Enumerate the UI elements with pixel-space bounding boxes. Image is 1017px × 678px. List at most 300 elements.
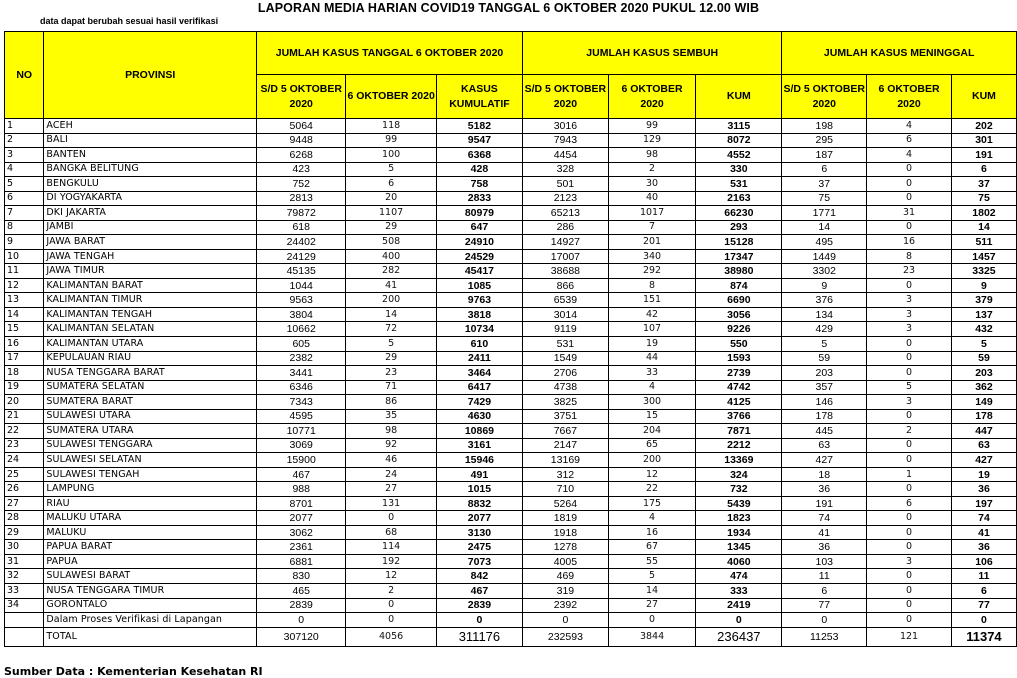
cell-kasus-kumulatif: 1015 [436,482,522,497]
cell-kasus-6okt: 400 [346,249,436,264]
cell-no: 34 [5,598,44,613]
cell-kasus-kumulatif: 428 [436,162,522,177]
cell-meninggal-kum: 63 [951,438,1016,453]
cell-sembuh-6okt: 204 [608,424,696,439]
cell-kasus-sd5: 6881 [256,554,345,569]
cell-sembuh-kum: 13369 [696,453,782,468]
cell-sembuh-6okt: 4 [608,380,696,395]
cell-kasus-6okt: 282 [346,264,436,279]
cell-no: 30 [5,540,44,555]
cell-kasus-kumulatif: 7073 [436,554,522,569]
cell-meninggal-sd5: 0 [782,613,867,628]
cell-kasus-sd5: 15900 [256,453,345,468]
cell-meninggal-sd5: 357 [782,380,867,395]
cell-no: 18 [5,366,44,381]
header-provinsi: PROVINSI [44,32,257,119]
cell-no: 6 [5,191,44,206]
cell-kasus-sd5: 3062 [256,525,345,540]
cell-meninggal-sd5: 59 [782,351,867,366]
cell-no: 27 [5,496,44,511]
cell-meninggal-sd5: 103 [782,554,867,569]
table-row [5,220,1017,235]
cell-kasus-6okt: 98 [346,424,436,439]
cell-meninggal-6okt: 3 [867,395,952,410]
cell-kasus-kumulatif: 1085 [436,278,522,293]
cell-meninggal-6okt: 31 [867,206,952,221]
cell-kasus-6okt: 0 [346,598,436,613]
cell-kasus-kumulatif: 4630 [436,409,522,424]
cell-sembuh-sd5: 4454 [523,148,609,163]
cell-meninggal-sd5: 41 [782,525,867,540]
cell-meninggal-kum: 149 [951,395,1016,410]
total-cell-kasus-kumulatif: 311176 [436,627,522,646]
cell-meninggal-6okt: 0 [867,453,952,468]
cell-sembuh-kum: 2739 [696,366,782,381]
cell-sembuh-6okt: 0 [608,613,696,628]
cell-kasus-6okt: 200 [346,293,436,308]
cell-kasus-kumulatif: 2833 [436,191,522,206]
cell-no: 13 [5,293,44,308]
total-cell-meninggal-6okt: 121 [867,627,952,646]
cell-no: 8 [5,220,44,235]
cell-sembuh-sd5: 3016 [523,119,609,134]
cell-sembuh-kum: 293 [696,220,782,235]
header-meninggal-kum: KUM [951,75,1016,119]
cell-kasus-6okt: 0 [346,511,436,526]
cell-provinsi: PAPUA [44,554,257,569]
cell-kasus-6okt: 6 [346,177,436,192]
cell-sembuh-6okt: 33 [608,366,696,381]
cell-sembuh-kum: 874 [696,278,782,293]
cell-sembuh-6okt: 98 [608,148,696,163]
cell-sembuh-kum: 15128 [696,235,782,250]
table-row [5,380,1017,395]
cell-kasus-6okt: 71 [346,380,436,395]
cell-kasus-kumulatif: 3464 [436,366,522,381]
table-row [5,554,1017,569]
table-row [5,424,1017,439]
cell-no: 5 [5,177,44,192]
cell-sembuh-sd5: 6539 [523,293,609,308]
cell-provinsi: JAWA BARAT [44,235,257,250]
cell-meninggal-6okt: 0 [867,482,952,497]
cell-sembuh-6okt: 300 [608,395,696,410]
cell-meninggal-kum: 59 [951,351,1016,366]
cell-kasus-kumulatif: 24910 [436,235,522,250]
cell-provinsi: NUSA TENGGARA TIMUR [44,584,257,599]
cell-sembuh-sd5: 1278 [523,540,609,555]
cell-meninggal-kum: 1457 [951,249,1016,264]
cell-kasus-kumulatif: 491 [436,467,522,482]
cell-kasus-6okt: 24 [346,467,436,482]
cell-meninggal-kum: 6 [951,162,1016,177]
cell-kasus-kumulatif: 5182 [436,119,522,134]
cell-sembuh-sd5: 531 [523,336,609,351]
cell-sembuh-kum: 2212 [696,438,782,453]
cell-kasus-sd5: 0 [256,613,345,628]
cell-sembuh-kum: 9226 [696,322,782,337]
cell-meninggal-6okt: 5 [867,380,952,395]
cell-kasus-6okt: 20 [346,191,436,206]
table-row [5,482,1017,497]
table-row [5,177,1017,192]
cell-kasus-sd5: 7343 [256,395,345,410]
cell-sembuh-6okt: 65 [608,438,696,453]
table-row [5,322,1017,337]
cell-no: 17 [5,351,44,366]
cell-kasus-6okt: 508 [346,235,436,250]
report-title: LAPORAN MEDIA HARIAN COVID19 TANGGAL 6 OKTOBER 2020 PUKUL 12.00 WIB [257,1,760,15]
cell-sembuh-sd5: 1549 [523,351,609,366]
cell-sembuh-sd5: 9119 [523,322,609,337]
cell-kasus-sd5: 423 [256,162,345,177]
cell-kasus-6okt: 41 [346,278,436,293]
cell-meninggal-kum: 203 [951,366,1016,381]
cell-sembuh-6okt: 7 [608,220,696,235]
cell-no: 7 [5,206,44,221]
cell-no: 10 [5,249,44,264]
cell-no: 24 [5,453,44,468]
table-row [5,336,1017,351]
cell-sembuh-kum: 4552 [696,148,782,163]
table-row [5,206,1017,221]
cell-meninggal-sd5: 63 [782,438,867,453]
cell-sembuh-kum: 66230 [696,206,782,221]
cell-sembuh-sd5: 2706 [523,366,609,381]
cell-sembuh-kum: 1345 [696,540,782,555]
cell-sembuh-sd5: 319 [523,584,609,599]
header-meninggal-sd5: S/D 5 OKTOBER 2020 [782,75,867,119]
cell-kasus-6okt: 12 [346,569,436,584]
cell-meninggal-sd5: 77 [782,598,867,613]
cell-kasus-kumulatif: 10734 [436,322,522,337]
total-cell-sembuh-kum: 236437 [696,627,782,646]
cell-provinsi: JAMBI [44,220,257,235]
cell-meninggal-kum: 362 [951,380,1016,395]
cell-kasus-6okt: 29 [346,220,436,235]
table-row [5,409,1017,424]
cell-kasus-sd5: 2077 [256,511,345,526]
cell-provinsi: KALIMANTAN SELATAN [44,322,257,337]
cell-provinsi: LAMPUNG [44,482,257,497]
cell-no: 33 [5,584,44,599]
cell-kasus-kumulatif: 8832 [436,496,522,511]
cell-meninggal-sd5: 6 [782,162,867,177]
table-row [5,162,1017,177]
cell-meninggal-kum: 77 [951,598,1016,613]
table-row [5,119,1017,134]
cell-sembuh-kum: 17347 [696,249,782,264]
cell-sembuh-6okt: 14 [608,584,696,599]
cell-kasus-6okt: 131 [346,496,436,511]
cell-kasus-6okt: 192 [346,554,436,569]
cell-meninggal-sd5: 37 [782,177,867,192]
cell-sembuh-sd5: 0 [523,613,609,628]
cell-meninggal-6okt: 2 [867,424,952,439]
cell-kasus-sd5: 467 [256,467,345,482]
cell-sembuh-sd5: 312 [523,467,609,482]
cell-no: 25 [5,467,44,482]
cell-provinsi: DKI JAKARTA [44,206,257,221]
cell-sembuh-6okt: 30 [608,177,696,192]
table-row [5,249,1017,264]
cell-meninggal-6okt: 0 [867,525,952,540]
cell-kasus-sd5: 2813 [256,191,345,206]
cell-meninggal-6okt: 6 [867,133,952,148]
table-row [5,293,1017,308]
cell-no: 4 [5,162,44,177]
cell-meninggal-kum: 432 [951,322,1016,337]
cell-meninggal-6okt: 0 [867,613,952,628]
table-row [5,438,1017,453]
cell-kasus-kumulatif: 10869 [436,424,522,439]
cell-meninggal-kum: 427 [951,453,1016,468]
cell-meninggal-sd5: 146 [782,395,867,410]
cell-kasus-6okt: 14 [346,307,436,322]
cell-provinsi: RIAU [44,496,257,511]
cell-provinsi: SULAWESI SELATAN [44,453,257,468]
cell-provinsi: DI YOGYAKARTA [44,191,257,206]
cell-sembuh-kum: 531 [696,177,782,192]
cell-meninggal-kum: 37 [951,177,1016,192]
cell-sembuh-kum: 6690 [696,293,782,308]
cell-provinsi: SULAWESI BARAT [44,569,257,584]
cell-kasus-sd5: 10662 [256,322,345,337]
cell-kasus-sd5: 618 [256,220,345,235]
cell-meninggal-sd5: 187 [782,148,867,163]
table-row [5,511,1017,526]
table-row [5,264,1017,279]
cell-sembuh-6okt: 2 [608,162,696,177]
table-row [5,133,1017,148]
table-row [5,584,1017,599]
cell-kasus-sd5: 605 [256,336,345,351]
cell-meninggal-sd5: 5 [782,336,867,351]
cell-sembuh-kum: 7871 [696,424,782,439]
cell-meninggal-6okt: 0 [867,220,952,235]
total-cell-sembuh-sd5: 232593 [523,627,609,646]
cell-sembuh-sd5: 710 [523,482,609,497]
cell-meninggal-6okt: 3 [867,322,952,337]
cell-sembuh-sd5: 13169 [523,453,609,468]
cell-kasus-sd5: 2361 [256,540,345,555]
cell-sembuh-sd5: 65213 [523,206,609,221]
cell-meninggal-kum: 379 [951,293,1016,308]
cell-kasus-6okt: 35 [346,409,436,424]
cell-kasus-kumulatif: 2077 [436,511,522,526]
cell-no: 15 [5,322,44,337]
cell-sembuh-6okt: 107 [608,322,696,337]
cell-sembuh-sd5: 14927 [523,235,609,250]
cell-meninggal-6okt: 8 [867,249,952,264]
cell-meninggal-kum: 41 [951,525,1016,540]
cell-kasus-sd5: 8701 [256,496,345,511]
cell-provinsi: SUMATERA UTARA [44,424,257,439]
cell-sembuh-sd5: 501 [523,177,609,192]
cell-sembuh-kum: 5439 [696,496,782,511]
cell-no: 16 [5,336,44,351]
cell-kasus-6okt: 29 [346,351,436,366]
table-row [5,191,1017,206]
cell-sembuh-sd5: 328 [523,162,609,177]
cell-kasus-kumulatif: 6417 [436,380,522,395]
cell-meninggal-kum: 6 [951,584,1016,599]
cell-sembuh-kum: 550 [696,336,782,351]
cell-meninggal-sd5: 36 [782,540,867,555]
cell-meninggal-6okt: 0 [867,584,952,599]
cell-meninggal-sd5: 178 [782,409,867,424]
cell-provinsi: BENGKULU [44,177,257,192]
cell-sembuh-kum: 324 [696,467,782,482]
cell-meninggal-sd5: 445 [782,424,867,439]
cell-meninggal-6okt: 0 [867,409,952,424]
cell-sembuh-sd5: 2392 [523,598,609,613]
cell-meninggal-sd5: 14 [782,220,867,235]
cell-meninggal-kum: 106 [951,554,1016,569]
cell-provinsi: PAPUA BARAT [44,540,257,555]
cell-sembuh-sd5: 286 [523,220,609,235]
cell-kasus-kumulatif: 15946 [436,453,522,468]
cell-meninggal-sd5: 9 [782,278,867,293]
cell-meninggal-sd5: 198 [782,119,867,134]
cell-no: 3 [5,148,44,163]
cell-sembuh-kum: 1934 [696,525,782,540]
cell-provinsi: BALI [44,133,257,148]
cell-sembuh-6okt: 19 [608,336,696,351]
cell-meninggal-kum: 178 [951,409,1016,424]
cell-meninggal-6okt: 0 [867,438,952,453]
cell-kasus-6okt: 68 [346,525,436,540]
cell-kasus-6okt: 72 [346,322,436,337]
cell-kasus-kumulatif: 3130 [436,525,522,540]
cell-kasus-kumulatif: 647 [436,220,522,235]
cell-kasus-sd5: 2839 [256,598,345,613]
cell-kasus-sd5: 1044 [256,278,345,293]
cell-kasus-sd5: 45135 [256,264,345,279]
cell-meninggal-kum: 202 [951,119,1016,134]
cell-meninggal-kum: 14 [951,220,1016,235]
verification-note: data dapat berubah sesuai hasil verifikasi [40,16,219,26]
cell-kasus-kumulatif: 842 [436,569,522,584]
cell-kasus-kumulatif: 24529 [436,249,522,264]
cell-kasus-kumulatif: 2839 [436,598,522,613]
cell-kasus-6okt: 86 [346,395,436,410]
table-row [5,540,1017,555]
cell-kasus-kumulatif: 3161 [436,438,522,453]
cell-meninggal-6okt: 0 [867,511,952,526]
cell-kasus-sd5: 10771 [256,424,345,439]
cell-meninggal-kum: 301 [951,133,1016,148]
cell-sembuh-kum: 3766 [696,409,782,424]
cell-sembuh-kum: 4742 [696,380,782,395]
cell-meninggal-6okt: 0 [867,598,952,613]
cell-kasus-sd5: 2382 [256,351,345,366]
cell-meninggal-6okt: 0 [867,177,952,192]
total-cell-meninggal-sd5: 11253 [782,627,867,646]
cell-meninggal-6okt: 0 [867,351,952,366]
cell-meninggal-6okt: 1 [867,467,952,482]
header-group-meninggal: JUMLAH KASUS MENINGGAL [782,32,1017,75]
cell-no: 20 [5,395,44,410]
cell-sembuh-kum: 4060 [696,554,782,569]
total-cell-kasus-sd5: 307120 [256,627,345,646]
total-cell-kasus-6okt: 4056 [346,627,436,646]
cell-meninggal-sd5: 18 [782,467,867,482]
table-body [5,119,1017,647]
cell-sembuh-6okt: 16 [608,525,696,540]
cell-provinsi: SUMATERA BARAT [44,395,257,410]
cell-meninggal-sd5: 1771 [782,206,867,221]
cell-sembuh-6okt: 67 [608,540,696,555]
cell-sembuh-6okt: 200 [608,453,696,468]
header-sembuh-sd5: S/D 5 OKTOBER 2020 [523,75,609,119]
cell-kasus-6okt: 0 [346,613,436,628]
table-row [5,467,1017,482]
cell-kasus-kumulatif: 758 [436,177,522,192]
cell-provinsi: JAWA TENGAH [44,249,257,264]
cell-sembuh-sd5: 5264 [523,496,609,511]
cell-sembuh-sd5: 1819 [523,511,609,526]
covid-data-table [4,31,1017,647]
cell-meninggal-sd5: 376 [782,293,867,308]
cell-kasus-kumulatif: 80979 [436,206,522,221]
cell-sembuh-sd5: 469 [523,569,609,584]
data-source: Sumber Data : Kementerian Kesehatan RI [4,665,263,678]
table-row [5,525,1017,540]
cell-kasus-sd5: 988 [256,482,345,497]
cell-meninggal-sd5: 495 [782,235,867,250]
cell-sembuh-sd5: 17007 [523,249,609,264]
cell-kasus-6okt: 2 [346,584,436,599]
cell-provinsi: JAWA TIMUR [44,264,257,279]
cell-no: 1 [5,119,44,134]
cell-provinsi: ACEH [44,119,257,134]
cell-provinsi: KEPULAUAN RIAU [44,351,257,366]
cell-provinsi: MALUKU UTARA [44,511,257,526]
total-cell-meninggal-kum: 11374 [951,627,1016,646]
cell-sembuh-kum: 330 [696,162,782,177]
cell-kasus-sd5: 4595 [256,409,345,424]
total-cell-no [5,627,44,646]
cell-sembuh-6okt: 44 [608,351,696,366]
cell-meninggal-sd5: 203 [782,366,867,381]
cell-meninggal-kum: 137 [951,307,1016,322]
header-sembuh-kum: KUM [696,75,782,119]
cell-kasus-6okt: 1107 [346,206,436,221]
cell-no: 23 [5,438,44,453]
cell-meninggal-sd5: 191 [782,496,867,511]
cell-meninggal-6okt: 4 [867,148,952,163]
cell-kasus-kumulatif: 45417 [436,264,522,279]
cell-meninggal-kum: 197 [951,496,1016,511]
cell-provinsi: KALIMANTAN TENGAH [44,307,257,322]
cell-sembuh-6okt: 129 [608,133,696,148]
cell-sembuh-kum: 2419 [696,598,782,613]
cell-sembuh-kum: 732 [696,482,782,497]
cell-meninggal-sd5: 74 [782,511,867,526]
header-kasus-sd5: S/D 5 OKTOBER 2020 [256,75,345,119]
cell-provinsi: KALIMANTAN BARAT [44,278,257,293]
cell-sembuh-6okt: 55 [608,554,696,569]
header-no: NO [5,32,44,119]
cell-sembuh-6okt: 22 [608,482,696,497]
cell-provinsi: KALIMANTAN TIMUR [44,293,257,308]
cell-provinsi: BANTEN [44,148,257,163]
cell-kasus-kumulatif: 7429 [436,395,522,410]
cell-meninggal-6okt: 6 [867,496,952,511]
cell-sembuh-sd5: 3825 [523,395,609,410]
cell-meninggal-kum: 447 [951,424,1016,439]
